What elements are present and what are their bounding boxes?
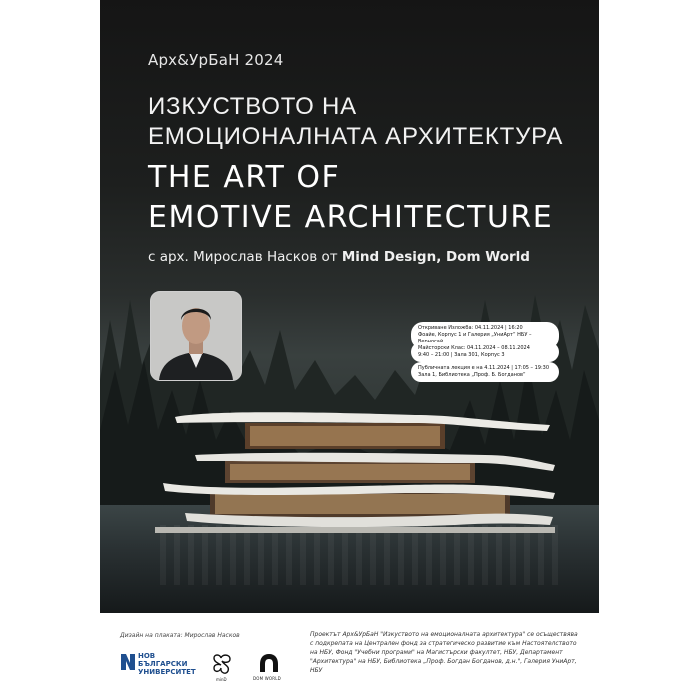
poster-design-credit: Дизайн на плаката: Мирослав Насков	[120, 632, 240, 639]
schedule-opening-date: Откриване Изложба: 04.11.2024 | 16:20	[418, 325, 523, 331]
schedule-masterclass-place: 9:40 – 21:00 | Зала 301, Корпус 3	[418, 352, 505, 358]
schedule-opening-place: Фоайе, Корпус 1 и Галерия „УниАрт“ НБУ –	[418, 332, 532, 338]
nbu-logo-line3: УНИВЕРСИТЕТ	[138, 668, 196, 676]
dom-world-logo-label: DOM WORLD	[253, 676, 281, 681]
speaker-companies: Mind Design, Dom World	[341, 249, 530, 265]
schedule-item-masterclass	[411, 342, 559, 362]
event-poster	[100, 0, 599, 613]
title-english-line1: THE ART OF	[148, 160, 341, 195]
nbu-logo-line2: БЪЛГАРСКИ	[138, 660, 188, 668]
title-bulgarian-line2: ЕМОЦИОНАЛНАТА АРХИТЕКТУРА	[148, 123, 564, 150]
speaker-name: с арх. Мирослав Насков от	[148, 249, 342, 265]
schedule-masterclass-date: Майсторски Клас: 04.11.2024 – 08.11.2024	[418, 345, 530, 351]
schedule-lecture-date: Публичната лекция е на 4.11.2024 | 17:05 – 19:30	[418, 365, 550, 371]
dom-world-logo-icon	[258, 652, 280, 674]
event-name: Арх&УрБаН 2024	[148, 51, 284, 69]
speaker-portrait-icon	[151, 292, 241, 380]
mind-design-logo-label: minD	[216, 677, 227, 682]
schedule-lecture-place: Зала 1, Библиотека „Проф. Б. Богданов“	[418, 372, 526, 378]
project-description: Проектът Арх&УрБаН "Изкуството на емоционалната архитектура" се осъществява с подкрепата на Централен фонд за стратегическо развитие към Настоятелството на НБУ, Фонд "Учебни програми" на Магистърски факултет, НБУ, Департамент "Архитектура" на НБУ, Библиотека „Проф. Богдан Богданов, д.н.", Галерия УниАрт, НБУ	[310, 631, 578, 674]
nbu-logo-text	[138, 652, 196, 676]
schedule-item-lecture	[411, 362, 559, 382]
speaker-line	[148, 249, 530, 265]
title-bulgarian-line1: ИЗКУСТВОТО НА	[148, 93, 357, 120]
house-illustration	[155, 395, 555, 535]
speaker-photo	[150, 291, 242, 381]
nbu-logo-icon	[120, 653, 136, 671]
title-english-line2: EMOTIVE ARCHITECTURE	[148, 200, 554, 235]
mind-design-logo-icon	[210, 652, 234, 676]
nbu-logo-line1: НОВ	[138, 652, 156, 660]
